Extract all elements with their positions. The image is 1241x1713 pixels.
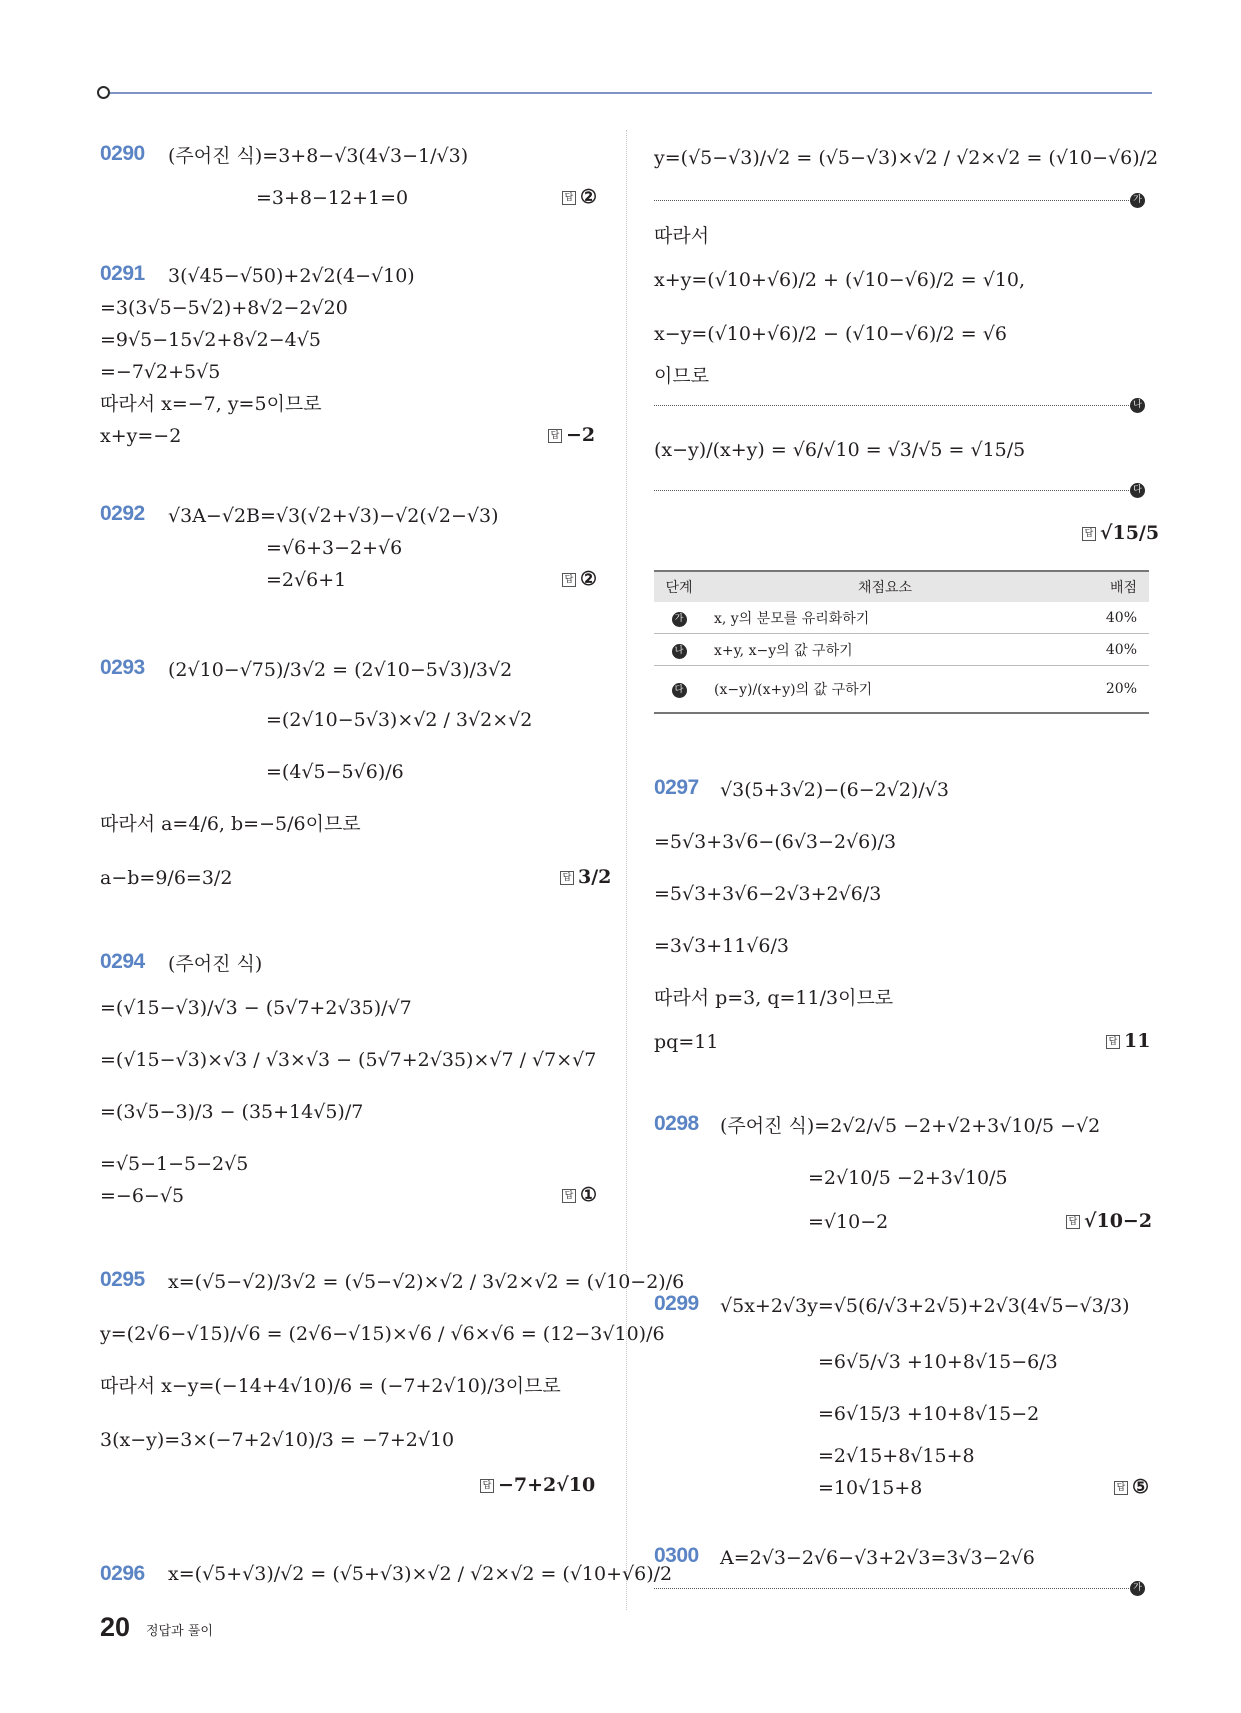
solution-line: √5x+2√3y=√5(6/√3+2√5)+2√3(4√5−√3/3) [720,1295,1130,1317]
problem-number: 0290 [100,142,145,165]
step-marker-icon: 나 [1130,398,1145,413]
solution-line: 따라서 x−y=(−14+4√10)/6 = (−7+2√10)/3이므로 [100,1375,561,1397]
answer: 답 −7+2√10 [480,1474,595,1496]
answer-mark-icon: 답 [560,871,574,885]
solution-line: x=(√5+√3)/√2 = (√5+√3)×√2 / √2×√2 = (√10+√6)/2 [168,1563,673,1585]
solution-line: 3(x−y)=3×(−7+2√10)/3 = −7+2√10 [100,1429,455,1451]
table-cell: (x−y)/(x+y)의 값 구하기 [704,666,1066,714]
dotted-rule [654,490,1129,491]
solution-line: 이므로 [654,365,710,387]
solution-line: (x−y)/(x+y) = √6/√10 = √3/√5 = √15/5 [654,439,1026,461]
table-header: 배점 [1066,571,1149,602]
solution-line: =3+8−12+1=0 [256,187,409,209]
solution-line: =(√15−√3)×√3 / √3×√3 − (5√7+2√35)×√7 / √7×√7 [100,1049,597,1071]
problem-number: 0292 [100,502,145,525]
solution-line: 따라서 x=−7, y=5이므로 [100,393,322,415]
solution-line: y=(2√6−√15)/√6 = (2√6−√15)×√6 / √6×√6 = (12−3√10)/6 [100,1323,665,1345]
answer: 답 √15/5 [1082,522,1159,544]
solution-line: =(3√5−3)/3 − (35+14√5)/7 [100,1101,364,1123]
answer-mark-icon: 답 [1106,1035,1120,1049]
solution-line: A=2√3−2√6−√3+2√3=3√3−2√6 [720,1547,1035,1569]
problem-number: 0298 [654,1112,699,1135]
answer: 답 11 [1106,1030,1150,1052]
problem-number: 0291 [100,262,145,285]
solution-line: =10√15+8 [818,1477,923,1499]
solution-line: =(√15−√3)/√3 − (5√7+2√35)/√7 [100,997,412,1019]
answer: 답 √10−2 [1066,1210,1152,1232]
answer-mark-icon: 답 [562,1189,576,1203]
answer: 답 ⑤ [1114,1476,1149,1498]
problem-number: 0294 [100,950,145,973]
problem-number: 0299 [654,1292,699,1315]
footer-label: 정답과 풀이 [146,1624,213,1639]
solution-line: 따라서 p=3, q=11/3이므로 [654,987,894,1009]
table-cell: 20% [1066,666,1149,714]
scoring-table [654,570,1149,714]
problem-number: 0293 [100,656,145,679]
problem-number: 0300 [654,1544,699,1567]
answer: 답 −2 [548,424,595,446]
solution-line: =5√3+3√6−(6√3−2√6)/3 [654,831,897,853]
solution-line: =(4√5−5√6)/6 [266,761,404,783]
solution-line: =2√10/5 −2+3√10/5 [808,1167,1008,1189]
solution-line: 따라서 a=4/6, b=−5/6이므로 [100,813,361,835]
solution-line: x−y=(√10+√6)/2 − (√10−√6)/2 = √6 [654,323,1007,345]
solution-line: =6√15/3 +10+8√15−2 [818,1403,1040,1425]
solution-line: √3A−√2B=√3(√2+√3)−√2(√2−√3) [168,505,499,527]
answer-mark-icon: 답 [1114,1481,1128,1495]
answer-mark-icon: 답 [1082,527,1096,541]
answer: 답 ② [562,186,597,208]
solution-line: =2√15+8√15+8 [818,1445,975,1467]
solution-line: =√5−1−5−2√5 [100,1153,249,1175]
solution-line: 따라서 [654,225,710,247]
table-cell: x+y, x−y의 값 구하기 [704,634,1066,666]
table-header: 채점요소 [704,571,1066,602]
solution-line: =√10−2 [808,1211,889,1233]
header-rule [100,92,1152,94]
solution-line: 3(√45−√50)+2√2(4−√10) [168,265,415,287]
problem-number: 0295 [100,1268,145,1291]
solution-line: =(2√10−5√3)×√2 / 3√2×√2 [266,709,533,731]
solution-line: =3√3+11√6/3 [654,935,789,957]
step-marker-icon: 다 [672,683,687,698]
solution-line: =√6+3−2+√6 [266,537,403,559]
table-cell: x, y의 분모를 유리화하기 [704,602,1066,634]
answer: 답 ① [562,1184,597,1206]
step-marker-icon: 가 [1130,1581,1145,1596]
solution-line: =5√3+3√6−2√3+2√6/3 [654,883,882,905]
dotted-rule [654,200,1129,201]
answer-mark-icon: 답 [548,429,562,443]
dotted-rule [654,405,1129,406]
solution-line: √3(5+3√2)−(6−2√2)/√3 [720,779,949,801]
step-marker-icon: 나 [672,644,687,659]
page-number: 20 [100,1612,131,1642]
answer: 답 ② [562,568,597,590]
solution-line: =6√5/√3 +10+8√15−6/3 [818,1351,1058,1373]
table-cell: 40% [1066,634,1149,666]
table-header: 단계 [654,571,704,602]
solution-line: (주어진 식)=3+8−√3(4√3−1/√3) [168,145,469,167]
solution-line: =3(3√5−5√2)+8√2−2√20 [100,297,348,319]
solution-line: x+y=−2 [100,425,182,447]
solution-line: =−7√2+5√5 [100,361,221,383]
step-marker-icon: 가 [672,612,687,627]
solution-line: x=(√5−√2)/3√2 = (√5−√2)×√2 / 3√2×√2 = (√10−2)/6 [168,1271,685,1293]
header-dot [97,86,110,99]
solution-line: (주어진 식)=2√2/√5 −2+√2+3√10/5 −√2 [720,1115,1101,1137]
step-marker-icon: 가 [1130,193,1145,208]
step-marker-icon: 다 [1130,483,1145,498]
dotted-rule [654,1588,1129,1589]
solution-line: =−6−√5 [100,1185,185,1207]
answer-mark-icon: 답 [1066,1215,1080,1229]
answer: 답 3/2 [560,866,611,888]
solution-line: a−b=9/6=3/2 [100,867,233,889]
table-row [654,634,1149,666]
table-row [654,602,1149,634]
solution-line: =2√6+1 [266,569,347,591]
table-row [654,666,1149,714]
solution-line: (2√10−√75)/3√2 = (2√10−5√3)/3√2 [168,659,513,681]
problem-number: 0296 [100,1562,145,1585]
solution-line: x+y=(√10+√6)/2 + (√10−√6)/2 = √10, [654,269,1026,291]
answer-mark-icon: 답 [480,1479,494,1493]
column-separator [626,130,627,1610]
answer-mark-icon: 답 [562,573,576,587]
solution-line: y=(√5−√3)/√2 = (√5−√3)×√2 / √2×√2 = (√10−√6)/2 [654,147,1159,169]
problem-number: 0297 [654,776,699,799]
solution-line: pq=11 [654,1031,719,1053]
solution-line: =9√5−15√2+8√2−4√5 [100,329,321,351]
answer-mark-icon: 답 [562,191,576,205]
solution-line: (주어진 식) [168,953,263,975]
table-cell: 40% [1066,602,1149,634]
